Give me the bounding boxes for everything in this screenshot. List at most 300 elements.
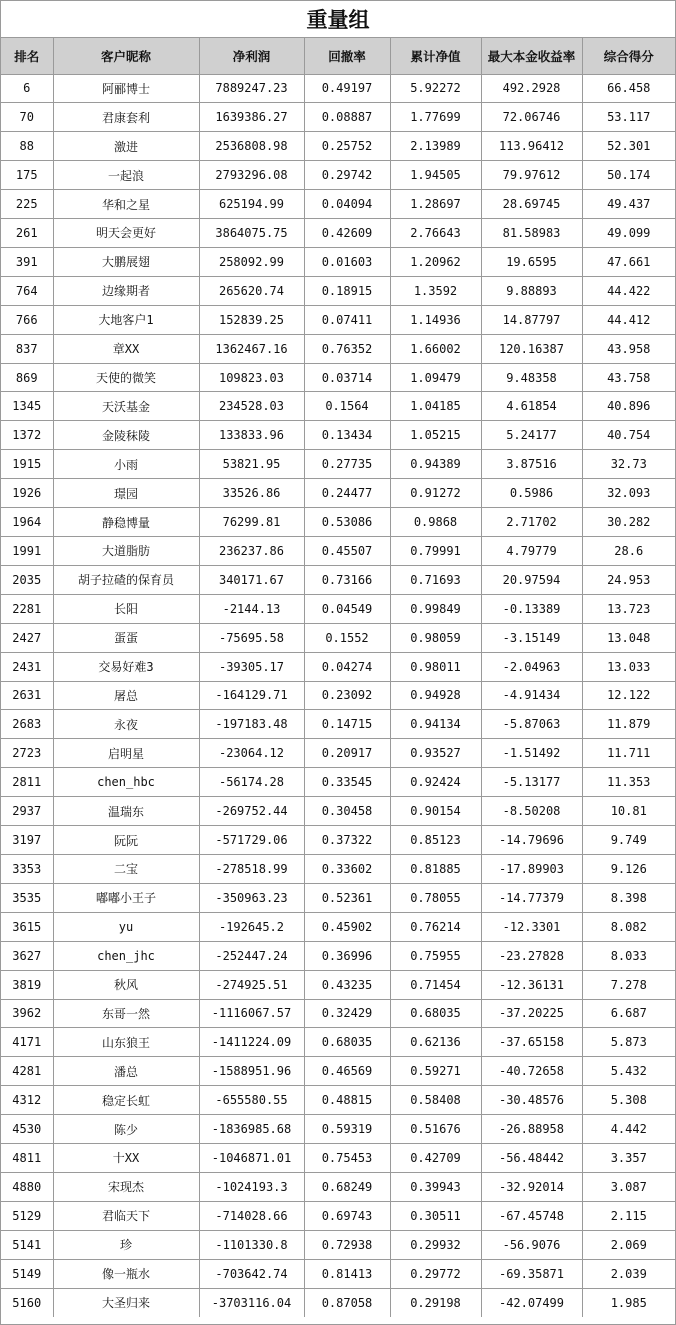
nickname-cell: 永夜 [53,710,199,739]
overall-score-cell: 12.122 [582,681,675,710]
overall-score-cell: 40.896 [582,392,675,421]
drawdown-cell: 0.75453 [304,1144,390,1173]
rank-cell: 1915 [1,450,53,479]
nickname-cell: 小雨 [53,450,199,479]
net-profit-cell: -252447.24 [199,941,304,970]
table-row [1,710,675,739]
nickname-cell: 大地客户1 [53,305,199,334]
rank-cell: 3962 [1,999,53,1028]
net-profit-cell: 234528.03 [199,392,304,421]
max-principal-return-cell: 3.87516 [481,450,582,479]
drawdown-cell: 0.42609 [304,219,390,248]
nickname-cell: 君临天下 [53,1201,199,1230]
cumulative-nav-cell: 0.98011 [390,652,481,681]
table-row [1,537,675,566]
rank-cell: 4530 [1,1115,53,1144]
max-principal-return-cell: -5.87063 [481,710,582,739]
rank-cell: 3627 [1,941,53,970]
nickname-cell: 稳定长虹 [53,1086,199,1115]
overall-score-cell: 11.879 [582,710,675,739]
rank-cell: 837 [1,334,53,363]
overall-score-cell: 47.661 [582,247,675,276]
cumulative-nav-cell: 0.79991 [390,537,481,566]
drawdown-cell: 0.04549 [304,594,390,623]
cumulative-nav-cell: 0.29772 [390,1259,481,1288]
cumulative-nav-cell: 1.05215 [390,421,481,450]
rank-cell: 4880 [1,1172,53,1201]
overall-score-cell: 13.033 [582,652,675,681]
cumulative-nav-cell: 0.93527 [390,739,481,768]
net-profit-cell: 1362467.16 [199,334,304,363]
drawdown-cell: 0.14715 [304,710,390,739]
net-profit-cell: 1639386.27 [199,103,304,132]
cumulative-nav-cell: 2.13989 [390,132,481,161]
net-profit-cell: -39305.17 [199,652,304,681]
cumulative-nav-cell: 0.59271 [390,1057,481,1086]
net-profit-cell: 265620.74 [199,276,304,305]
table-row [1,1144,675,1173]
drawdown-cell: 0.68035 [304,1028,390,1057]
cumulative-nav-cell: 1.04185 [390,392,481,421]
table-row [1,247,675,276]
max-principal-return-cell: -12.36131 [481,970,582,999]
header-max-principal-return: 最大本金收益率 [481,38,582,74]
table-row [1,999,675,1028]
max-principal-return-cell: 5.24177 [481,421,582,450]
overall-score-cell: 49.437 [582,190,675,219]
drawdown-cell: 0.27735 [304,450,390,479]
drawdown-cell: 0.30458 [304,797,390,826]
overall-score-cell: 53.117 [582,103,675,132]
overall-score-cell: 11.353 [582,768,675,797]
net-profit-cell: -269752.44 [199,797,304,826]
net-profit-cell: 109823.03 [199,363,304,392]
table-row [1,190,675,219]
overall-score-cell: 11.711 [582,739,675,768]
table-row [1,479,675,508]
net-profit-cell: -164129.71 [199,681,304,710]
table-row [1,450,675,479]
rank-cell: 4171 [1,1028,53,1057]
drawdown-cell: 0.1564 [304,392,390,421]
nickname-cell: 阿郦博士 [53,74,199,103]
net-profit-cell: 3864075.75 [199,219,304,248]
nickname-cell: 君康套利 [53,103,199,132]
rank-cell: 766 [1,305,53,334]
drawdown-cell: 0.87058 [304,1288,390,1317]
max-principal-return-cell: -14.77379 [481,883,582,912]
max-principal-return-cell: 28.69745 [481,190,582,219]
nickname-cell: 一起浪 [53,161,199,190]
overall-score-cell: 28.6 [582,537,675,566]
overall-score-cell: 9.126 [582,854,675,883]
table-row [1,681,675,710]
drawdown-cell: 0.68249 [304,1172,390,1201]
cumulative-nav-cell: 1.66002 [390,334,481,363]
cumulative-nav-cell: 0.30511 [390,1201,481,1230]
overall-score-cell: 44.412 [582,305,675,334]
max-principal-return-cell: 20.97594 [481,565,582,594]
drawdown-cell: 0.45902 [304,912,390,941]
rank-cell: 5160 [1,1288,53,1317]
rank-cell: 4811 [1,1144,53,1173]
header-cumulative-nav: 累计净值 [390,38,481,74]
table-row [1,941,675,970]
drawdown-cell: 0.73166 [304,565,390,594]
net-profit-cell: -1411224.09 [199,1028,304,1057]
drawdown-cell: 0.59319 [304,1115,390,1144]
drawdown-cell: 0.01603 [304,247,390,276]
max-principal-return-cell: -37.20225 [481,999,582,1028]
rank-cell: 2937 [1,797,53,826]
cumulative-nav-cell: 0.29932 [390,1230,481,1259]
net-profit-cell: -1101330.8 [199,1230,304,1259]
nickname-cell: 章XX [53,334,199,363]
net-profit-cell: -278518.99 [199,854,304,883]
max-principal-return-cell: -56.9076 [481,1230,582,1259]
table-row [1,219,675,248]
overall-score-cell: 49.099 [582,219,675,248]
net-profit-cell: -703642.74 [199,1259,304,1288]
nickname-cell: chen_jhc [53,941,199,970]
max-principal-return-cell: 14.87797 [481,305,582,334]
net-profit-cell: 7889247.23 [199,74,304,103]
max-principal-return-cell: -0.13389 [481,594,582,623]
table-row [1,392,675,421]
rank-cell: 1345 [1,392,53,421]
overall-score-cell: 3.357 [582,1144,675,1173]
overall-score-cell: 2.115 [582,1201,675,1230]
net-profit-cell: 152839.25 [199,305,304,334]
drawdown-cell: 0.37322 [304,826,390,855]
overall-score-cell: 66.458 [582,74,675,103]
table-row [1,276,675,305]
max-principal-return-cell: -30.48576 [481,1086,582,1115]
overall-score-cell: 7.278 [582,970,675,999]
nickname-cell: 天沃基金 [53,392,199,421]
max-principal-return-cell: -56.48442 [481,1144,582,1173]
table-row [1,363,675,392]
cumulative-nav-cell: 1.14936 [390,305,481,334]
drawdown-cell: 0.13434 [304,421,390,450]
drawdown-cell: 0.07411 [304,305,390,334]
overall-score-cell: 1.985 [582,1288,675,1317]
max-principal-return-cell: 4.79779 [481,537,582,566]
rank-cell: 5141 [1,1230,53,1259]
rank-cell: 70 [1,103,53,132]
net-profit-cell: -1836985.68 [199,1115,304,1144]
sheet-title: 重量组 [1,1,675,38]
overall-score-cell: 13.723 [582,594,675,623]
nickname-cell: 金陵秣陵 [53,421,199,450]
nickname-cell: 交易好难3 [53,652,199,681]
table-row [1,508,675,537]
cumulative-nav-cell: 0.71693 [390,565,481,594]
overall-score-cell: 10.81 [582,797,675,826]
rank-cell: 2631 [1,681,53,710]
nickname-cell: 十XX [53,1144,199,1173]
rank-cell: 2035 [1,565,53,594]
drawdown-cell: 0.1552 [304,623,390,652]
rank-cell: 764 [1,276,53,305]
net-profit-cell: 33526.86 [199,479,304,508]
header-net-profit: 净利润 [199,38,304,74]
rank-cell: 2723 [1,739,53,768]
net-profit-cell: -75695.58 [199,623,304,652]
table-row [1,826,675,855]
net-profit-cell: -1588951.96 [199,1057,304,1086]
rank-cell: 2431 [1,652,53,681]
nickname-cell: 潘总 [53,1057,199,1086]
max-principal-return-cell: 9.48358 [481,363,582,392]
cumulative-nav-cell: 1.09479 [390,363,481,392]
table-row [1,739,675,768]
table-row [1,623,675,652]
table-row [1,1201,675,1230]
drawdown-cell: 0.45507 [304,537,390,566]
net-profit-cell: 2793296.08 [199,161,304,190]
rank-cell: 1964 [1,508,53,537]
drawdown-cell: 0.18915 [304,276,390,305]
table-row [1,74,675,103]
table-row [1,132,675,161]
cumulative-nav-cell: 0.51676 [390,1115,481,1144]
net-profit-cell: -23064.12 [199,739,304,768]
header-nickname: 客户昵称 [53,38,199,74]
max-principal-return-cell: -14.79696 [481,826,582,855]
nickname-cell: 屠总 [53,681,199,710]
overall-score-cell: 44.422 [582,276,675,305]
overall-score-cell: 5.432 [582,1057,675,1086]
net-profit-cell: 625194.99 [199,190,304,219]
cumulative-nav-cell: 1.77699 [390,103,481,132]
net-profit-cell: -350963.23 [199,883,304,912]
rank-cell: 5149 [1,1259,53,1288]
nickname-cell: 华和之星 [53,190,199,219]
cumulative-nav-cell: 0.92424 [390,768,481,797]
nickname-cell: 启明星 [53,739,199,768]
table-row [1,1288,675,1317]
net-profit-cell: -192645.2 [199,912,304,941]
net-profit-cell: 258092.99 [199,247,304,276]
rank-cell: 225 [1,190,53,219]
cumulative-nav-cell: 0.29198 [390,1288,481,1317]
header-row [1,38,675,74]
nickname-cell: 璟园 [53,479,199,508]
cumulative-nav-cell: 0.91272 [390,479,481,508]
rank-cell: 4312 [1,1086,53,1115]
overall-score-cell: 50.174 [582,161,675,190]
drawdown-cell: 0.69743 [304,1201,390,1230]
max-principal-return-cell: 4.61854 [481,392,582,421]
cumulative-nav-cell: 0.98059 [390,623,481,652]
overall-score-cell: 5.873 [582,1028,675,1057]
drawdown-cell: 0.72938 [304,1230,390,1259]
nickname-cell: 蛋蛋 [53,623,199,652]
drawdown-cell: 0.08887 [304,103,390,132]
header-drawdown: 回撤率 [304,38,390,74]
nickname-cell: 大圣归来 [53,1288,199,1317]
cumulative-nav-cell: 1.20962 [390,247,481,276]
cumulative-nav-cell: 0.94389 [390,450,481,479]
drawdown-cell: 0.76352 [304,334,390,363]
max-principal-return-cell: 0.5986 [481,479,582,508]
drawdown-cell: 0.33545 [304,768,390,797]
net-profit-cell: -655580.55 [199,1086,304,1115]
overall-score-cell: 9.749 [582,826,675,855]
nickname-cell: 二宝 [53,854,199,883]
net-profit-cell: 236237.86 [199,537,304,566]
overall-score-cell: 3.087 [582,1172,675,1201]
nickname-cell: chen_hbc [53,768,199,797]
net-profit-cell: 340171.67 [199,565,304,594]
max-principal-return-cell: -37.65158 [481,1028,582,1057]
overall-score-cell: 2.069 [582,1230,675,1259]
drawdown-cell: 0.32429 [304,999,390,1028]
rank-cell: 869 [1,363,53,392]
nickname-cell: 静稳博量 [53,508,199,537]
table-row [1,912,675,941]
overall-score-cell: 4.442 [582,1115,675,1144]
drawdown-cell: 0.36996 [304,941,390,970]
rank-cell: 2811 [1,768,53,797]
cumulative-nav-cell: 0.90154 [390,797,481,826]
net-profit-cell: -1024193.3 [199,1172,304,1201]
overall-score-cell: 30.282 [582,508,675,537]
rank-cell: 2683 [1,710,53,739]
drawdown-cell: 0.52361 [304,883,390,912]
net-profit-cell: -197183.48 [199,710,304,739]
table-row [1,1259,675,1288]
table-row [1,565,675,594]
drawdown-cell: 0.49197 [304,74,390,103]
max-principal-return-cell: 9.88893 [481,276,582,305]
table-row [1,421,675,450]
rank-cell: 3535 [1,883,53,912]
drawdown-cell: 0.23092 [304,681,390,710]
drawdown-cell: 0.33602 [304,854,390,883]
cumulative-nav-cell: 0.42709 [390,1144,481,1173]
rank-cell: 1991 [1,537,53,566]
overall-score-cell: 24.953 [582,565,675,594]
max-principal-return-cell: -17.89903 [481,854,582,883]
max-principal-return-cell: -67.45748 [481,1201,582,1230]
header-overall-score: 综合得分 [582,38,675,74]
net-profit-cell: 76299.81 [199,508,304,537]
table-row [1,883,675,912]
drawdown-cell: 0.46569 [304,1057,390,1086]
max-principal-return-cell: -32.92014 [481,1172,582,1201]
rank-cell: 175 [1,161,53,190]
cumulative-nav-cell: 0.78055 [390,883,481,912]
rank-cell: 3197 [1,826,53,855]
table-row [1,1230,675,1259]
net-profit-cell: -56174.28 [199,768,304,797]
max-principal-return-cell: -3.15149 [481,623,582,652]
max-principal-return-cell: -12.3301 [481,912,582,941]
max-principal-return-cell: -1.51492 [481,739,582,768]
nickname-cell: 边缘期者 [53,276,199,305]
max-principal-return-cell: 492.2928 [481,74,582,103]
overall-score-cell: 43.758 [582,363,675,392]
cumulative-nav-cell: 0.94134 [390,710,481,739]
table-row [1,768,675,797]
rank-cell: 3615 [1,912,53,941]
rank-cell: 88 [1,132,53,161]
cumulative-nav-cell: 1.3592 [390,276,481,305]
table-row [1,1115,675,1144]
rank-cell: 1372 [1,421,53,450]
cumulative-nav-cell: 0.71454 [390,970,481,999]
cumulative-nav-cell: 0.99849 [390,594,481,623]
max-principal-return-cell: -26.88958 [481,1115,582,1144]
net-profit-cell: -2144.13 [199,594,304,623]
nickname-cell: yu [53,912,199,941]
cumulative-nav-cell: 0.62136 [390,1028,481,1057]
nickname-cell: 宋现杰 [53,1172,199,1201]
net-profit-cell: -3703116.04 [199,1288,304,1317]
max-principal-return-cell: -69.35871 [481,1259,582,1288]
max-principal-return-cell: 113.96412 [481,132,582,161]
drawdown-cell: 0.24477 [304,479,390,508]
header-rank: 排名 [1,38,53,74]
table-row [1,854,675,883]
table-body [1,74,675,1317]
table-row [1,1172,675,1201]
drawdown-cell: 0.81413 [304,1259,390,1288]
drawdown-cell: 0.03714 [304,363,390,392]
overall-score-cell: 6.687 [582,999,675,1028]
rank-cell: 2281 [1,594,53,623]
cumulative-nav-cell: 0.75955 [390,941,481,970]
overall-score-cell: 40.754 [582,421,675,450]
table-row [1,1057,675,1086]
net-profit-cell: 133833.96 [199,421,304,450]
cumulative-nav-cell: 0.76214 [390,912,481,941]
drawdown-cell: 0.04094 [304,190,390,219]
cumulative-nav-cell: 1.94505 [390,161,481,190]
nickname-cell: 温瑞东 [53,797,199,826]
nickname-cell: 秋风 [53,970,199,999]
nickname-cell: 大鹏展翅 [53,247,199,276]
cumulative-nav-cell: 0.9868 [390,508,481,537]
cumulative-nav-cell: 0.68035 [390,999,481,1028]
rank-cell: 261 [1,219,53,248]
max-principal-return-cell: 19.6595 [481,247,582,276]
cumulative-nav-cell: 0.81885 [390,854,481,883]
rank-cell: 1926 [1,479,53,508]
drawdown-cell: 0.53086 [304,508,390,537]
overall-score-cell: 8.033 [582,941,675,970]
nickname-cell: 激进 [53,132,199,161]
overall-score-cell: 43.958 [582,334,675,363]
table-row [1,970,675,999]
max-principal-return-cell: -23.27828 [481,941,582,970]
ranking-table [1,38,675,1317]
drawdown-cell: 0.25752 [304,132,390,161]
nickname-cell: 陈少 [53,1115,199,1144]
max-principal-return-cell: 72.06746 [481,103,582,132]
table-row [1,334,675,363]
max-principal-return-cell: 79.97612 [481,161,582,190]
rank-cell: 391 [1,247,53,276]
nickname-cell: 珍 [53,1230,199,1259]
rank-cell: 5129 [1,1201,53,1230]
cumulative-nav-cell: 0.85123 [390,826,481,855]
rank-cell: 2427 [1,623,53,652]
cumulative-nav-cell: 2.76643 [390,219,481,248]
nickname-cell: 山东狼王 [53,1028,199,1057]
